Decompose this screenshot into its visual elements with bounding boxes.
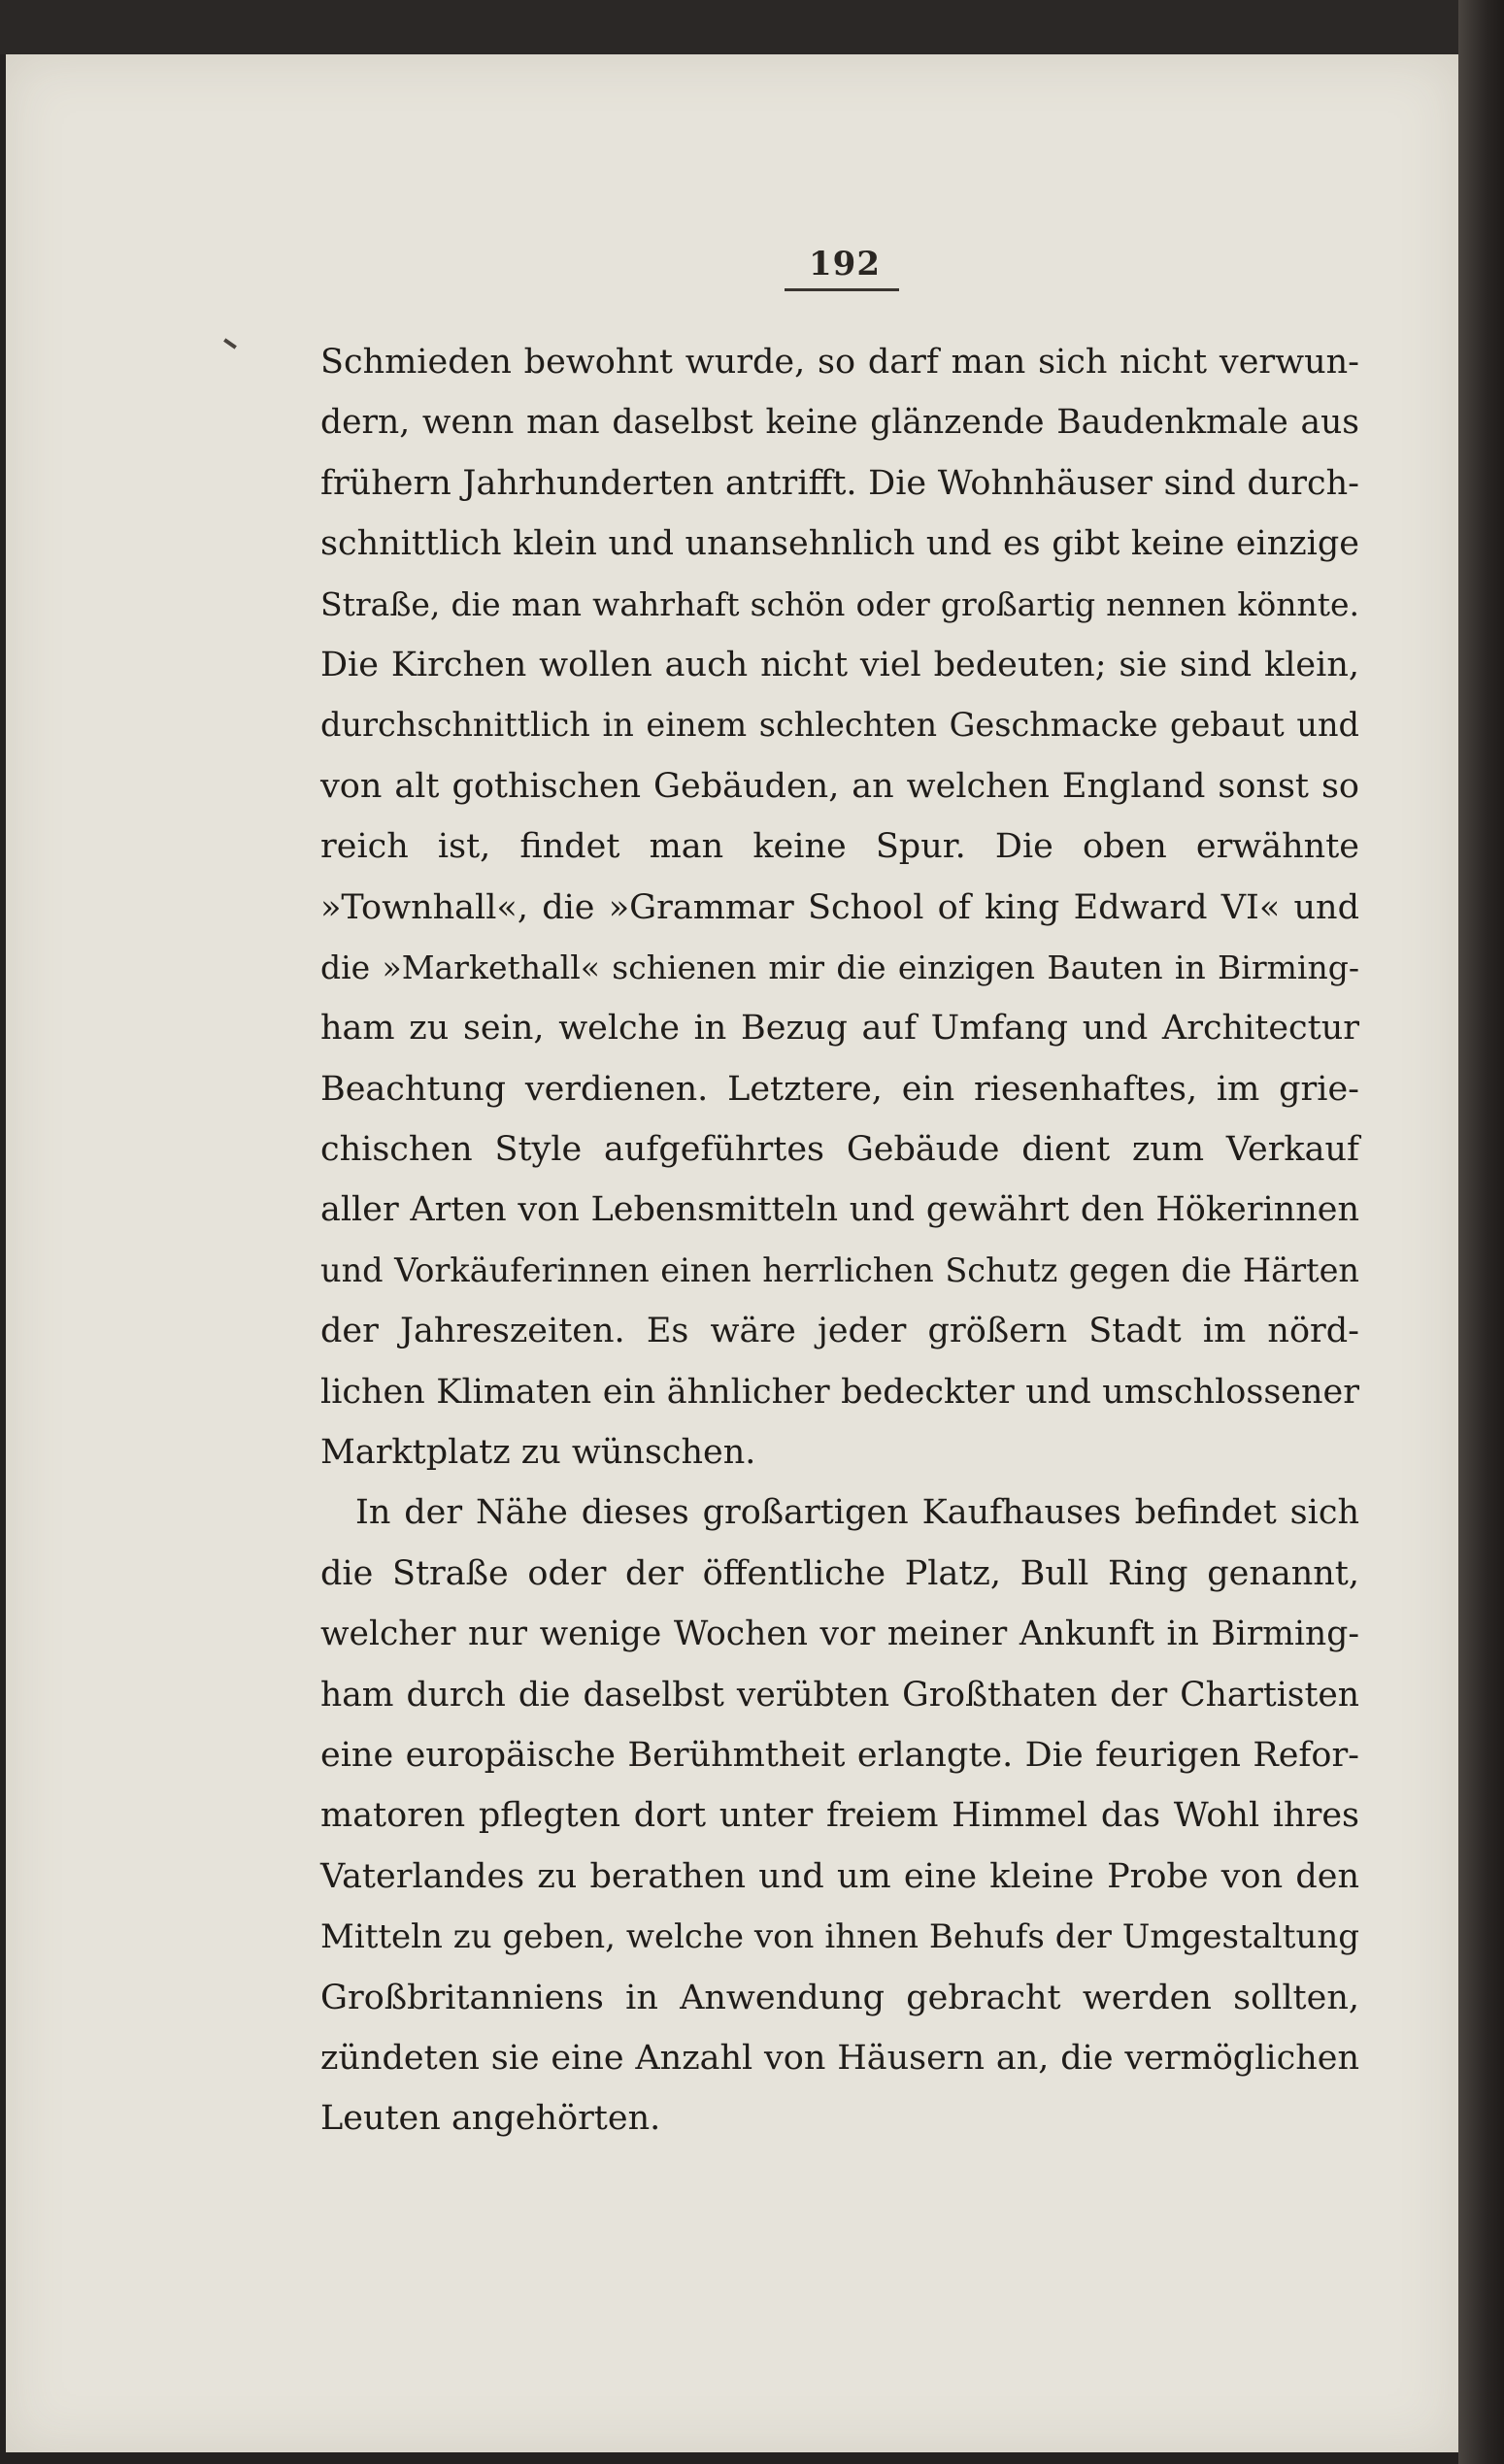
- paragraph-start-line: In der Nähe dieses großartigen Kaufhauses befindet sich: [355, 1493, 1359, 1533]
- top-scan-edge: [0, 0, 1504, 54]
- paragraph-end-line: Leuten angehörten.: [320, 2099, 661, 2139]
- text-line: zündeten sie eine Anzahl von Häusern an, die vermöglichen: [320, 2038, 1359, 2078]
- text-line: dern, wenn man daselbst keine glänzende Baudenkmale aus: [320, 403, 1359, 443]
- text-line: Vaterlandes zu berathen und um eine kleine Probe von den: [320, 1856, 1359, 1896]
- text-line: »Townhall«, die »Grammar School of king Edward VI« und: [320, 887, 1359, 927]
- text-line: ham durch die daselbst verübten Großthaten der Chartisten: [320, 1675, 1359, 1715]
- text-line: chischen Style aufgeführtes Gebäude dient zum Verkauf: [320, 1130, 1359, 1170]
- text-line: Schmieden bewohnt wurde, so darf man sich nicht verwun-: [320, 343, 1359, 382]
- text-line: reich ist, findet man keine Spur. Die oben erwähnte: [320, 827, 1359, 867]
- text-line: schnittlich klein und unansehnlich und es gibt keine einzige: [320, 524, 1359, 564]
- text-line: der Jahreszeiten. Es wäre jeder größern Stadt im nörd-: [320, 1312, 1359, 1351]
- text-line: ham zu sein, welche in Bezug auf Umfang und Architectur: [320, 1009, 1359, 1049]
- book-fore-edge: [1458, 0, 1504, 2464]
- text-line: Die Kirchen wollen auch nicht viel bedeuten; sie sind klein,: [320, 645, 1359, 684]
- text-line: die Straße oder der öffentliche Platz, Bull Ring genannt,: [320, 1553, 1359, 1593]
- text-line: durchschnittlich in einem schlechten Geschmacke gebaut und: [320, 706, 1359, 745]
- text-line: von alt gothischen Gebäuden, an welchen England sonst so: [320, 766, 1359, 806]
- page-number: 192: [809, 245, 881, 283]
- text-line: matoren pflegten dort unter freiem Himmel das Wohl ihres: [320, 1796, 1359, 1836]
- text-line: lichen Klimaten ein ähnlicher bedeckter und umschlossener: [320, 1372, 1359, 1412]
- body-text: [320, 332, 1359, 2149]
- text-line: und Vorkäuferinnen einen herrlichen Schutz gegen die Härten: [320, 1250, 1359, 1289]
- text-line: Großbritanniens in Anwendung gebracht werden sollten,: [320, 1978, 1359, 2017]
- text-line: Straße, die man wahrhaft schön oder großartig nennen könnte.: [320, 584, 1359, 623]
- text-line: frühern Jahrhunderten antrifft. Die Wohnhäuser sind durch-: [320, 463, 1359, 503]
- text-line: welcher nur wenige Wochen vor meiner Ankunft in Birming-: [320, 1615, 1359, 1654]
- text-line: aller Arten von Lebensmitteln und gewährt den Hökerinnen: [320, 1190, 1359, 1230]
- paragraph-end-line: Marktplatz zu wünschen.: [320, 1433, 756, 1473]
- text-line: die »Markethall« schienen mir die einzigen Bauten in Birming-: [320, 948, 1359, 986]
- text-line: eine europäische Berühmtheit erlangte. Die feurigen Refor-: [320, 1735, 1359, 1775]
- text-line: Mitteln zu geben, welche von ihnen Behufs der Umgestaltung: [320, 1917, 1359, 1957]
- header-rule: [785, 288, 899, 291]
- text-line: Beachtung verdienen. Letztere, ein riesenhaftes, im grie-: [320, 1069, 1359, 1109]
